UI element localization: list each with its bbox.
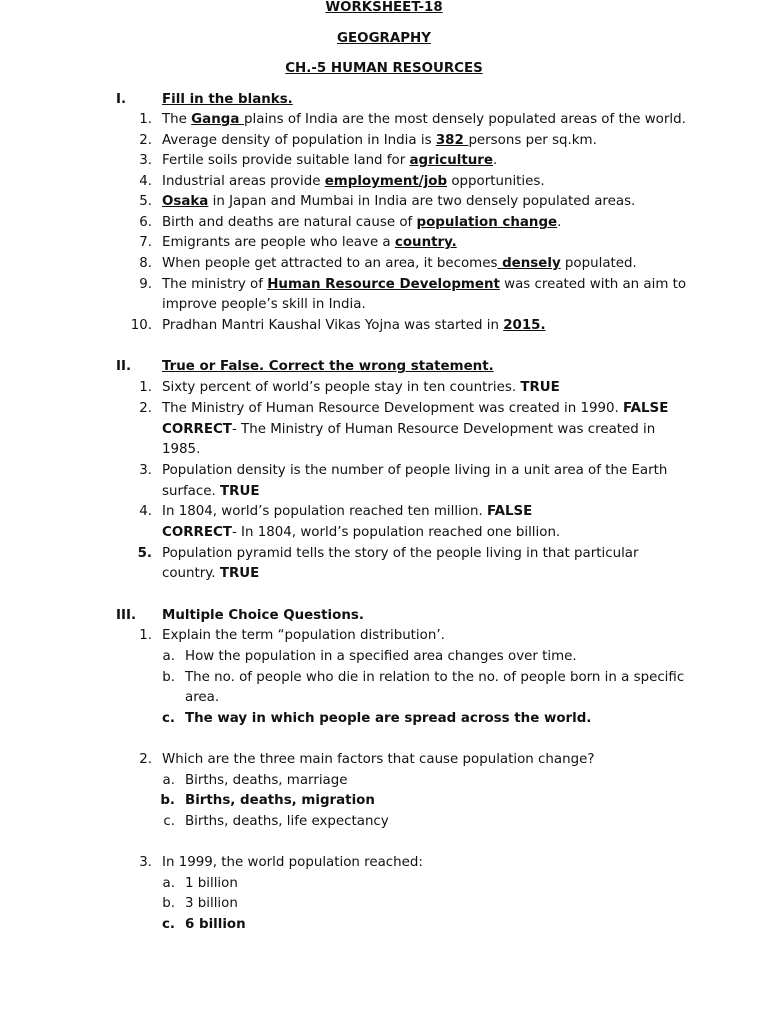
option-letter-correct: b. xyxy=(160,793,175,808)
correct-label: CORRECT xyxy=(162,422,232,437)
correct-label: CORRECT xyxy=(162,525,232,540)
option-letter: a. xyxy=(162,649,175,664)
verdict-label: TRUE xyxy=(220,484,260,499)
answer-text: 382 xyxy=(435,133,469,148)
subject-title: GEOGRAPHY xyxy=(337,31,431,46)
item-text: Emigrants are people who leave a xyxy=(162,235,395,250)
item-text: Population pyramid tells the story of the people living in that particular xyxy=(162,546,639,561)
correct-text: - In 1804, world’s population reached one billion. xyxy=(231,525,561,540)
item-number: 7. xyxy=(139,235,152,250)
option-letter-correct: c. xyxy=(161,917,175,932)
item-text: . xyxy=(557,215,562,230)
item-text: Birth and deaths are natural cause of xyxy=(162,215,417,230)
option-text: The no. of people who die in relation to the no. of people born in a specific xyxy=(185,670,685,685)
item-text: When people get attracted to an area, it becomes xyxy=(162,256,498,271)
item-text: persons per sq.km. xyxy=(468,133,597,148)
verdict-label: FALSE xyxy=(487,504,533,519)
item-number: 2. xyxy=(139,401,152,416)
item-text: plains of India are the most densely populated areas of the world. xyxy=(244,112,686,127)
item-number: 1. xyxy=(139,380,152,395)
question-number: 3. xyxy=(139,855,152,870)
option-letter: c. xyxy=(163,814,175,829)
option-text-continued: area. xyxy=(185,690,220,705)
item-text: Pradhan Mantri Kaushal Vikas Yojna was started in xyxy=(162,318,504,333)
item-number: 4. xyxy=(139,504,152,519)
section-title: Multiple Choice Questions. xyxy=(162,608,364,623)
item-number: 2. xyxy=(139,133,152,148)
item-text: in Japan and Mumbai in India are two densely populated areas. xyxy=(208,194,636,209)
item-text: opportunities. xyxy=(447,174,545,189)
section-numeral: III. xyxy=(116,608,137,623)
option-text-correct: Births, deaths, migration xyxy=(185,793,375,808)
chapter-title: CH.-5 HUMAN RESOURCES xyxy=(285,61,483,76)
section-numeral: I. xyxy=(116,92,127,107)
option-text: 3 billion xyxy=(185,896,238,911)
option-letter-correct: c. xyxy=(161,711,175,726)
item-number: 3. xyxy=(139,153,152,168)
answer-text: Osaka xyxy=(162,194,209,209)
item-text: The Ministry of Human Resource Development was created in 1990. xyxy=(162,401,624,416)
item-number: 9. xyxy=(139,277,152,292)
verdict-label: TRUE xyxy=(219,566,260,581)
answer-text: 2015. xyxy=(503,318,546,333)
option-text: How the population in a specified area changes over time. xyxy=(185,649,577,664)
option-letter: b. xyxy=(162,670,175,685)
correct-text-continued: 1985. xyxy=(162,442,201,457)
item-number: 8. xyxy=(139,256,152,271)
section-numeral: II. xyxy=(116,359,132,374)
item-text-continued: country. xyxy=(162,566,220,581)
answer-text: employment/job xyxy=(324,174,448,189)
verdict-label: FALSE xyxy=(623,401,669,416)
question-number: 1. xyxy=(139,628,152,643)
option-text: Births, deaths, marriage xyxy=(185,773,348,788)
verdict-label: TRUE xyxy=(520,380,560,395)
item-number: 5. xyxy=(139,194,152,209)
item-text-continued: surface. xyxy=(162,484,221,499)
item-text: Sixty percent of world’s people stay in ten countries. xyxy=(162,380,521,395)
question-number: 2. xyxy=(139,752,152,767)
option-text: 1 billion xyxy=(185,876,238,891)
item-text: was created with an aim to xyxy=(499,277,687,292)
item-text: The xyxy=(162,112,192,127)
option-text: Births, deaths, life expectancy xyxy=(185,814,389,829)
section-title: Fill in the blanks. xyxy=(162,92,293,107)
question-text: In 1999, the world population reached: xyxy=(162,855,423,870)
worksheet-title: WORKSHEET-18 xyxy=(325,0,443,15)
item-number: 10. xyxy=(130,318,152,333)
item-text-continued: improve people’s skill in India. xyxy=(162,297,366,312)
item-text: The ministry of xyxy=(162,277,268,292)
item-text: Industrial areas provide xyxy=(162,174,325,189)
answer-text: agriculture xyxy=(409,153,493,168)
answer-text: Human Resource Development xyxy=(267,277,500,292)
answer-text: Ganga xyxy=(191,112,245,127)
answer-text: country. xyxy=(394,235,457,250)
item-text: populated. xyxy=(560,256,637,271)
item-text: Fertile soils provide suitable land for xyxy=(162,153,410,168)
option-letter: a. xyxy=(162,773,175,788)
option-text-correct: 6 billion xyxy=(185,917,246,932)
question-text: Which are the three main factors that cause population change? xyxy=(162,752,595,767)
item-number: 5. xyxy=(137,546,152,561)
answer-text: densely xyxy=(497,256,561,271)
item-number: 3. xyxy=(139,463,152,478)
item-text: . xyxy=(492,153,498,168)
section-title: True or False. Correct the wrong statement. xyxy=(162,359,494,374)
item-number: 4. xyxy=(139,174,152,189)
item-number: 1. xyxy=(139,112,152,127)
correct-text: - The Ministry of Human Resource Development was created in xyxy=(231,422,656,437)
item-text: Population density is the number of people living in a unit area of the Earth xyxy=(162,463,668,478)
question-text: Explain the term “population distribution’. xyxy=(162,628,445,643)
option-letter: a. xyxy=(162,876,175,891)
option-text-correct: The way in which people are spread across the world. xyxy=(185,711,592,726)
item-text: Average density of population in India is xyxy=(162,133,436,148)
item-text: In 1804, world’s population reached ten million. xyxy=(162,504,488,519)
item-number: 6. xyxy=(139,215,152,230)
option-letter: b. xyxy=(162,896,175,911)
answer-text: population change xyxy=(416,215,558,230)
